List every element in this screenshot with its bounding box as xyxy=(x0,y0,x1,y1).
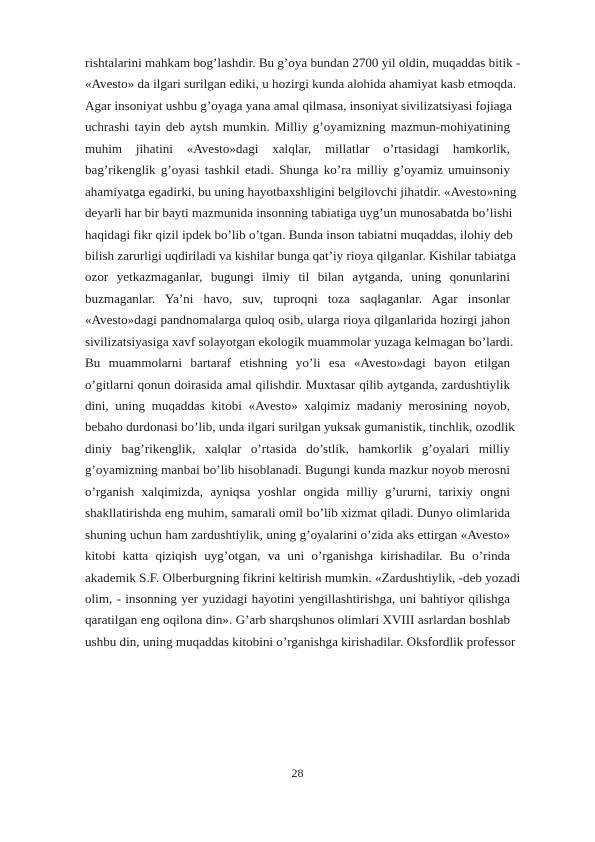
text-line: ahamiyatga egadirki, bu uning hayotbaxshligini belgilovchi jihatdir. «Avesto»ning xyxy=(85,183,517,199)
text-line: diniy bag’rikenglik, xalqlar o’rtasida do’stlik, hamkorlik g’oyalari milliy xyxy=(85,440,510,456)
text-line: kitobi katta qiziqish uyg’otgan, va uni o’rganishga kirishadilar. Bu o’rinda xyxy=(85,548,510,564)
text-line: «Avesto» da ilgari surilgan ediki, u hozirgi kunda alohida ahamiyat kasb etmoqda. xyxy=(85,76,517,92)
text-line: olim, - insonning yer yuzidagi hayotini yengillashtirishga, uni bahtiyor qilishga xyxy=(85,590,510,606)
text-line: haqidagi fikr qizil ipdek bo’lib o’tgan. Bunda inson tabiatni muqaddas, ilohiy deb xyxy=(85,226,513,242)
text-line: buzmaganlar. Ya’ni havo, suv, tuproqni toza saqlaganlar. Agar insonlar xyxy=(85,290,510,306)
text-line: ozor yetkazmaganlar, bugungi ilmiy til bilan aytganda, uning qonunlarini xyxy=(85,269,510,285)
page-number: 28 xyxy=(291,766,304,780)
text-line: sivilizatsiyasiga xavf solayotgan ekologik muammolar yuzaga kelmagan bo’lardi. xyxy=(85,333,514,349)
text-line: dini, uning muqaddas kitobi «Avesto» xalqimiz madaniy merosining noyob, xyxy=(85,398,510,413)
text-line: Agar insoniyat ushbu g’oyaga yana amal qilmasa, insoniyat sivilizatsiyasi fojiaga xyxy=(85,97,512,113)
text-line: uchrashi tayin deb aytsh mumkin. Milliy g’oyamizning mazmun-mohiyatining xyxy=(85,119,510,135)
text-line: Bu muammolarni bartaraf etishning yo’li esa «Avesto»dagi bayon etilgan xyxy=(85,355,510,371)
text-line: deyarli har bir bayti mazmunida insonning tabiatiga uyg’un munosabatda bo’lishi xyxy=(85,205,513,221)
text-line: o’rganish xalqimizda, ayniqsa yoshlar ongida milliy g’ururni, tarixiy ongni xyxy=(85,483,510,499)
text-line: shuning uchun ham zardushtiylik, uning g’oyalarini o’zida aks ettirgan «Avesto» xyxy=(85,526,510,542)
text-line: bilish zarurligi uqdiriladi va kishilar bunga qat’iy rioya qilganlar. Kishilar tabiatga xyxy=(85,247,516,263)
text-line: o’gitlarni qonun doirasida amal qilishdir. Muxtasar qilib aytganda, zardushtiylik xyxy=(85,376,510,392)
text-line: ushbu din, uning muqaddas kitobini o’rganishga kirishadilar. Oksfordlik professor xyxy=(85,633,516,649)
text-line: muhim jihatini «Avesto»dagi xalqlar, millatlar o’rtasidagi hamkorlik, xyxy=(85,140,510,156)
body-text xyxy=(85,52,521,652)
text-line: «Avesto»dagi pandnomalarga quloq osib, ularga rioya qilganlarida hozirgi jahon xyxy=(85,312,510,328)
text-line: bag’rikenglik g’oyasi tashkil etadi. Shunga ko’ra milliy g’oyamiz umuinsoniy xyxy=(85,162,510,178)
text-line: rishtalarini mahkam bog’lashdir. Bu g’oya bundan 2700 yil oldin, muqaddas bitik - xyxy=(85,55,521,70)
text-line: g’oyamizning manbai bo’lib hisoblanadi. Bugungi kunda mazkur noyob merosni xyxy=(85,462,510,478)
text-line: akademik S.F. Olberburgning fikrini keltirish mumkin. «Zardushtiylik, -deb yozadi xyxy=(85,569,521,585)
text-line: shakllatirishda eng muhim, samarali omil bo’lib xizmat qiladi. Dunyo olimlarida xyxy=(85,505,510,521)
text-line: bebaho durdonasi bo’lib, unda ilgari surilgan yuksak gumanistik, tinchlik, ozodlik xyxy=(85,419,515,435)
text-line: qaratilgan eng oqilona din». G’arb sharqshunos olimlari XVIII asrlardan boshlab xyxy=(85,612,510,628)
